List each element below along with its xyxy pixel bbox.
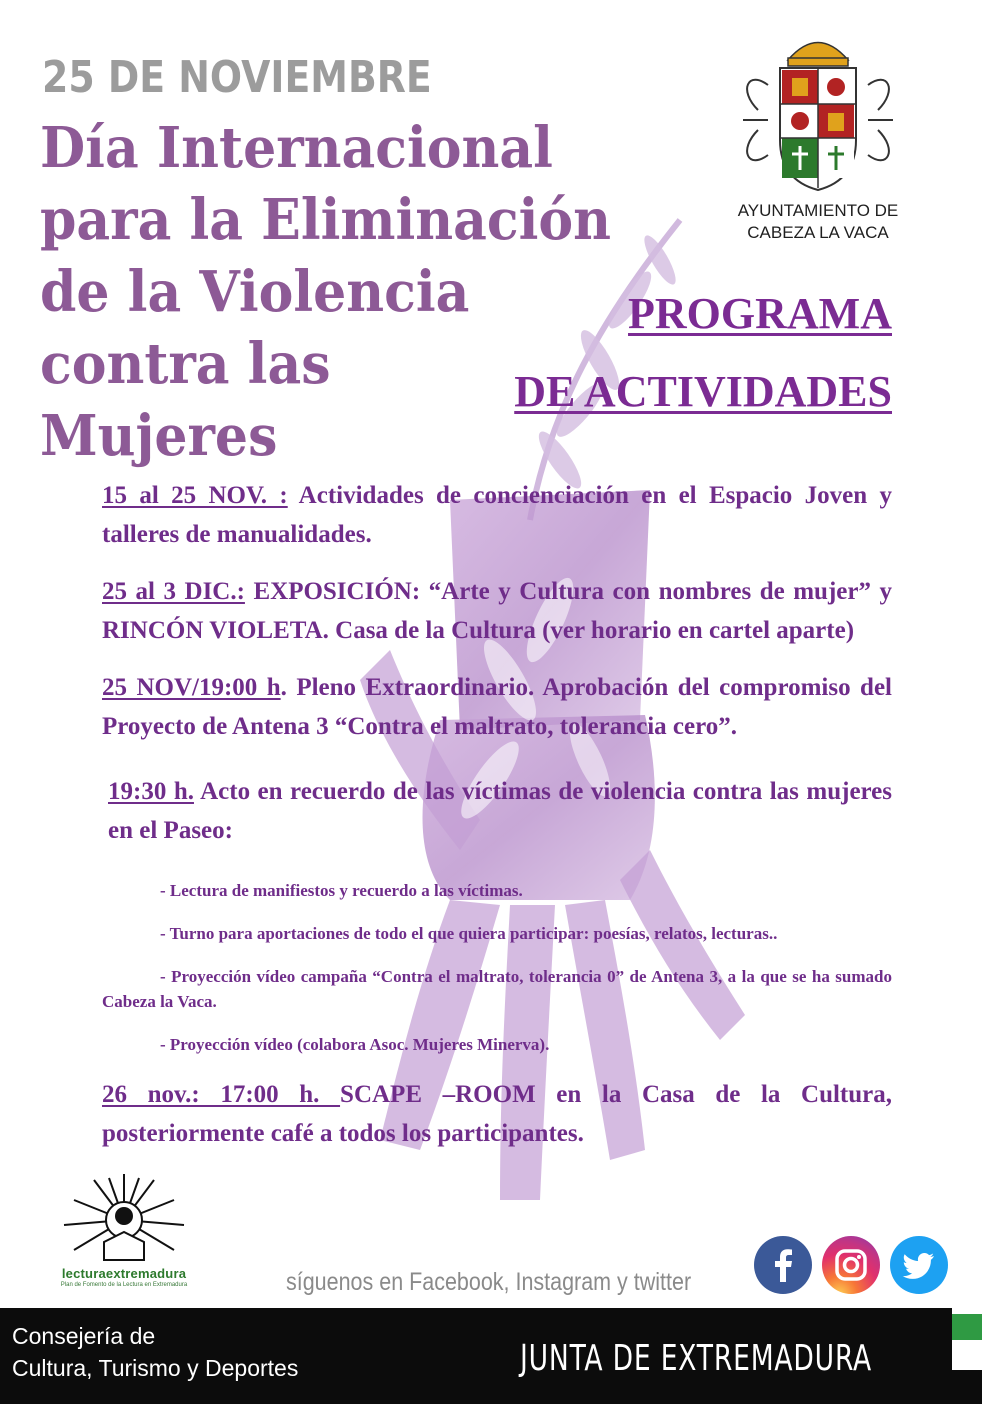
activity-date: 25 al 3 DIC.:	[102, 578, 245, 605]
activity-date: 19:30 h.	[108, 778, 194, 805]
list-item: - Lectura de manifiestos y recuerdo a las víctimas.	[160, 881, 523, 900]
title-line: contra las	[40, 331, 331, 397]
activity-item	[102, 772, 892, 850]
list-item: - Proyección vídeo campaña “Contra el maltrato, tolerancia 0” de Antena 3, a la que se ha sumado Cabeza la Vaca.	[102, 967, 892, 1011]
council-name	[714, 200, 922, 244]
department-line: Consejería de	[12, 1323, 156, 1349]
activity-date: 15 al 25 NOV. :	[102, 482, 288, 509]
program-heading: PROGRAMA	[628, 289, 892, 338]
list-item: - Proyección vídeo (colabora Asoc. Mujeres Minerva).	[160, 1035, 550, 1054]
title-line: para la Eliminación	[40, 187, 612, 253]
activity-text: EXPOSICIÓN: “Arte y Cultura con nombres de mujer” y RINCÓN VIOLETA. Casa de la Cultura (ver horario en cartel aparte)	[102, 578, 892, 644]
event-date: 25 DE NOVIEMBRE	[42, 52, 432, 103]
activities-list	[102, 476, 892, 1153]
activity-item	[102, 476, 892, 554]
department-name	[12, 1320, 298, 1384]
coat-of-arms-icon	[738, 30, 898, 200]
follow-us-text: síguenos en Facebook, Instagram y twitter	[286, 1268, 692, 1296]
activity-text: Acto en recuerdo de las víctimas de violencia contra las mujeres en el Paseo:	[108, 778, 893, 844]
title-line: Mujeres	[40, 403, 278, 469]
flag-green-stripe	[952, 1314, 982, 1340]
act-program-list	[102, 878, 892, 1057]
council-line: CABEZA LA VACA	[747, 223, 889, 242]
government-name: JUNTA DE EXTREMADURA	[520, 1338, 873, 1379]
activity-date: 26 nov.: 17:00 h.	[102, 1081, 341, 1108]
lectura-subtitle: Plan de Fomento de la Lectura en Extremadura	[60, 1282, 188, 1288]
list-item: - Turno para aportaciones de todo el que quiera participar: poesías, relatos, lecturas..	[160, 924, 778, 943]
activity-text: Actividades de concienciación en el Espacio Joven y talleres de manualidades.	[102, 482, 892, 548]
activity-item	[102, 1075, 892, 1153]
instagram-icon[interactable]	[822, 1236, 880, 1294]
activity-text: SCAPE –ROOM en la Casa de la Cultura, posteriormente café a todos los participantes.	[102, 1081, 892, 1147]
activity-item	[102, 668, 892, 746]
program-heading: DE ACTIVIDADES	[514, 367, 892, 416]
facebook-icon[interactable]	[754, 1236, 812, 1294]
activity-item	[102, 572, 892, 650]
main-title	[40, 112, 620, 472]
flag-white-stripe	[952, 1342, 982, 1370]
twitter-icon[interactable]	[890, 1236, 948, 1294]
lectura-name: lecturaextremadura	[61, 1266, 187, 1281]
activity-date: 25 NOV/19:00 h	[102, 674, 281, 701]
flag-black-stripe	[952, 1370, 982, 1404]
title-line: de la Violencia	[40, 259, 470, 325]
title-line: Día Internacional	[40, 115, 553, 181]
department-line: Cultura, Turismo y Deportes	[12, 1355, 299, 1381]
council-line: AYUNTAMIENTO DE	[737, 201, 899, 220]
activity-text: . Pleno Extraordinario. Aprobación del compromiso del Proyecto de Antena 3 “Contra el maltrato, tolerancia cero”.	[102, 674, 892, 740]
